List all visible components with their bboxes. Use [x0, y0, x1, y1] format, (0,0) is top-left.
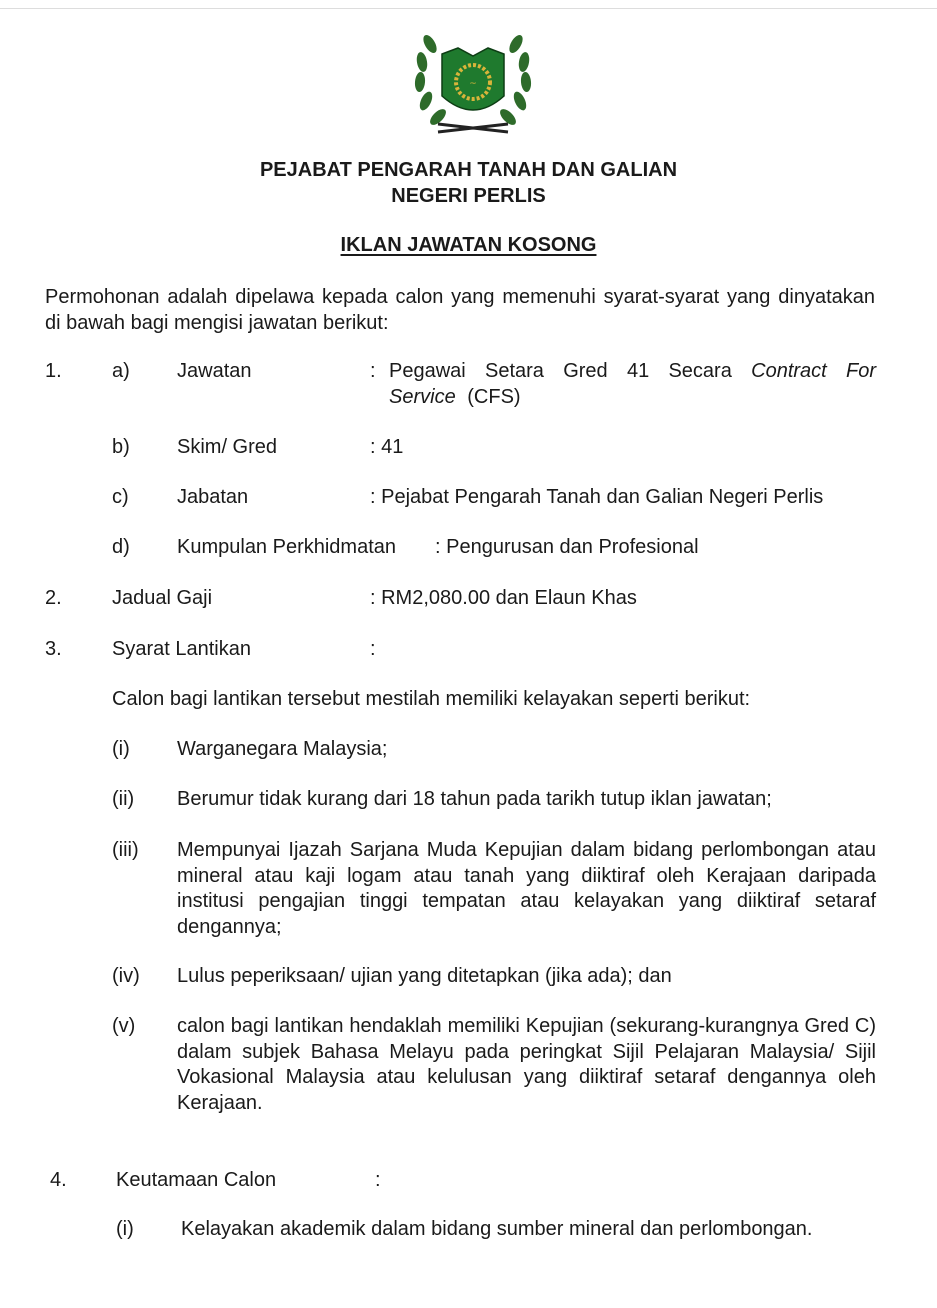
requirement-marker: (iv): [112, 965, 140, 987]
section-3-number: 3.: [45, 638, 62, 660]
office-name-line1: PEJABAT PENGARAH TANAH DAN GALIAN: [259, 159, 678, 181]
item-1b-label: Skim/ Gred: [177, 436, 278, 458]
section-4-number: 4.: [50, 1169, 67, 1191]
requirement-marker: (iii): [112, 839, 139, 861]
item-1b-value: : 41: [370, 436, 404, 458]
requirement-text: Warganegara Malaysia;: [177, 738, 388, 760]
item-1b-letter: b): [112, 436, 130, 458]
item-1d-label: Kumpulan Perkhidmatan: [177, 536, 397, 558]
perlis-crest-logo: [408, 24, 538, 142]
svg-text:~: ~: [469, 79, 477, 89]
item-1c-value: : Pejabat Pengarah Tanah dan Galian Negeri Perlis: [370, 486, 824, 508]
section-1-number: 1.: [45, 360, 62, 382]
value-text: Pegawai Setara Gred 41 Secara: [389, 360, 752, 382]
section-2-number: 2.: [45, 587, 62, 609]
page-top-border: [0, 8, 937, 9]
section-3-colon: :: [370, 638, 376, 660]
preference-marker: (i): [116, 1218, 134, 1240]
requirement-text: Berumur tidak kurang dari 18 tahun pada tarikh tutup iklan jawatan;: [177, 788, 772, 810]
item-1a-value: [389, 359, 876, 410]
item-1a-letter: a): [112, 360, 130, 382]
requirement-marker: (i): [112, 738, 130, 760]
document-title-text: IKLAN JAWATAN KOSONG: [340, 234, 597, 256]
intro-paragraph: Permohonan adalah dipelawa kepada calon yang memenuhi syarat-syarat yang dinyatakan di bawah bagi mengisi jawatan berikut:: [45, 286, 875, 334]
section-2-label: Jadual Gaji: [112, 587, 213, 609]
item-1a-label: Jawatan: [177, 360, 252, 382]
preference-text: Kelayakan akademik dalam bidang sumber mineral dan perlombongan.: [181, 1218, 813, 1240]
section-4-label: Keutamaan Calon: [116, 1169, 277, 1191]
document-title: [0, 233, 937, 258]
item-1c-letter: c): [112, 486, 129, 508]
requirement-text: calon bagi lantikan hendaklah memiliki Kepujian (sekurang-kurangnya Gred C) dalam subjek Bahasa Melayu pada peringkat Sijil Pelajaran Malaysia/ Sijil Vokasional Malaysia atau kelulusan yang diiktiraf setaraf dengannya oleh Kerajaan.: [177, 1015, 876, 1114]
item-1a-colon: :: [370, 360, 376, 382]
office-name-line2: NEGERI PERLIS: [391, 185, 546, 207]
requirement-text: Mempunyai Ijazah Sarjana Muda Kepujian dalam bidang perlombongan atau mineral atau kaji logam atau tanah yang diiktiraf oleh Kerajaan daripada institusi pengajian tinggi tempatan atau kelayakan yang diiktiraf setaraf dengannya;: [177, 839, 876, 938]
requirement-marker: (ii): [112, 788, 135, 810]
requirement-marker: (v): [112, 1015, 136, 1037]
section-3-label: Syarat Lantikan: [112, 638, 251, 660]
value-italic: Contract For Service: [389, 360, 876, 408]
section-3-intro: Calon bagi lantikan tersebut mestilah memiliki kelayakan seperti berikut:: [112, 688, 751, 710]
item-1d-value: : Pengurusan dan Profesional: [435, 536, 699, 558]
item-1d-letter: d): [112, 536, 130, 558]
value-suffix: (CFS): [455, 385, 521, 408]
requirement-text: Lulus peperiksaan/ ujian yang ditetapkan (jika ada); dan: [177, 965, 672, 987]
section-4-colon: :: [375, 1169, 381, 1191]
item-1c-label: Jabatan: [177, 486, 249, 508]
section-2-value: : RM2,080.00 dan Elaun Khas: [370, 587, 637, 609]
